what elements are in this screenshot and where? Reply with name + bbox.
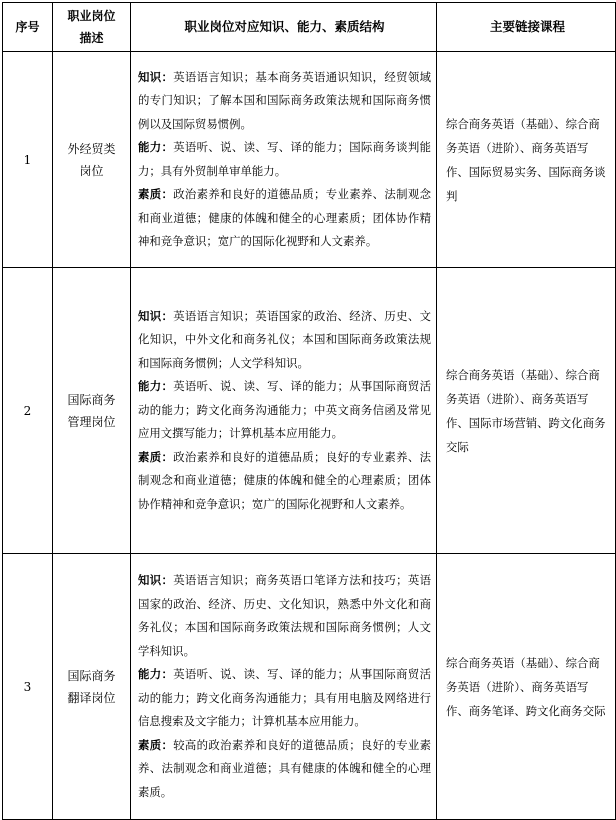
row-courses: 综合商务英语（基础）、综合商务英语（进阶）、商务英语写作、商务笔译、跨文化商务交际 [437,554,616,820]
ability-label: 能力： [138,379,174,394]
row-position [53,268,131,554]
quality-label: 素质： [138,449,174,464]
ability-text: 英语听、说、读、写、译的能力；国际商务谈判能力；具有外贸制单审单能力。 [138,140,431,178]
knowledge-text: 英语语言知识；商务英语口笔译方法和技巧；英语国家的政治、经济、历史、文化知识，熟悉中外文化和商务礼仪；本国和国际商务政策法规和国际商务惯例；人文学科知识。 [138,573,431,658]
ability-paragraph [138,663,431,734]
row-position-text: 外经贸类岗位 [67,141,116,178]
knowledge-paragraph [138,66,431,137]
ability-paragraph [138,136,431,183]
knowledge-paragraph [138,305,431,376]
ability-text: 英语听、说、读、写、译的能力；从事国际商贸活动的能力；跨文化商务沟通能力；具有用电脑及网络进行信息搜索及文字能力；计算机基本应用能力。 [138,667,431,728]
knowledge-text: 英语语言知识；英语国家的政治、经济、历史、文化知识，中外文化和商务礼仪；本国和国际商务政策法规和国际商务惯例；人文学科知识。 [138,308,431,370]
knowledge-label: 知识： [138,308,174,323]
row-position [53,52,131,268]
quality-text: 较高的政治素养和良好的道德品质；良好的专业素养、法制观念和商业道德；具有健康的体魄和健全的心理素质。 [138,737,431,799]
row-structure [131,268,437,554]
knowledge-label: 知识： [138,69,174,84]
quality-paragraph [138,446,431,517]
quality-paragraph [138,183,431,254]
table-row [3,52,616,268]
row-no: 3 [3,554,53,820]
knowledge-label: 知识： [138,573,174,587]
quality-text: 政治素养和良好的道德品质；专业素养、法制观念和商业道德；健康的体魄和健全的心理素质；团体协作精神和竞争意识；宽广的国际化视野和人文素养。 [138,187,431,248]
row-no: 1 [3,52,53,268]
header-structure: 职业岗位对应知识、能力、素质结构 [131,3,437,52]
row-position-text: 国际商务翻译岗位 [67,668,116,705]
quality-label: 素质： [138,737,174,752]
header-courses: 主要链接课程 [437,3,616,52]
row-position-text: 国际商务管理岗位 [67,392,116,429]
row-position [53,554,131,820]
job-structure-table [2,2,616,820]
knowledge-paragraph [138,569,431,663]
ability-text: 英语听、说、读、写、译的能力；从事国际商贸活动的能力；跨文化商务沟通能力；中英文商务信函及常见应用文撰写能力；计算机基本应用能力。 [138,379,431,441]
table-row [3,268,616,554]
row-courses: 综合商务英语（基础）、综合商务英语（进阶）、商务英语写作、国际贸易实务、国际商务谈判 [437,52,616,268]
row-structure [131,52,437,268]
quality-paragraph [138,734,431,805]
quality-label: 素质： [138,187,174,201]
header-position-text: 职业岗位描述 [67,9,116,45]
ability-label: 能力： [138,140,174,154]
knowledge-text: 英语语言知识；基本商务英语通识知识，经贸领域的专门知识；了解本国和国际商务政策法规和国际商务惯例以及国际贸易惯例。 [138,69,431,131]
row-no: 2 [3,268,53,554]
quality-text: 政治素养和良好的道德品质；良好的专业素养、法制观念和商业道德；健康的体魄和健全的心理素质；团体协作精神和竞争意识；宽广的国际化视野和人文素养。 [138,449,431,511]
ability-paragraph [138,375,431,446]
header-position [53,3,131,52]
row-courses: 综合商务英语（基础）、综合商务英语（进阶）、商务英语写作、国际市场营销、跨文化商务交际 [437,268,616,554]
row-structure [131,554,437,820]
header-no: 序号 [3,3,53,52]
table-row [3,554,616,820]
ability-label: 能力： [138,667,174,681]
header-row [3,3,616,52]
